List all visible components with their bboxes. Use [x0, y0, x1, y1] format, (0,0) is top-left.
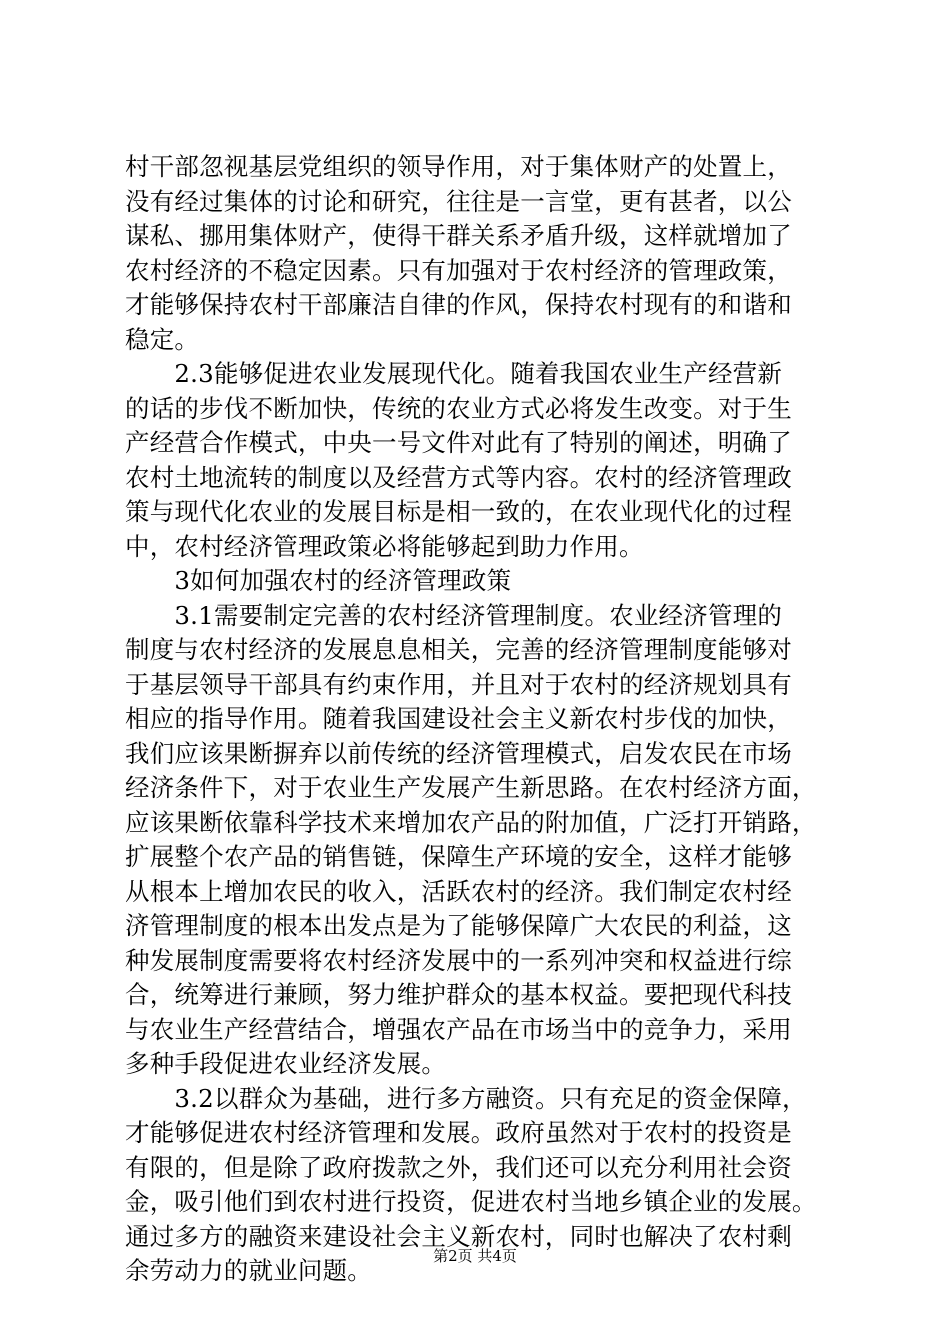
text-line: 农村经济的不稳定因素。只有加强对于农村经济的管理政策，	[125, 255, 792, 285]
text-line: 我们应该果断摒弃以前传统的经济管理模式，启发农民在市场	[125, 738, 792, 768]
text-line: 金，吸引他们到农村进行投资，促进农村当地乡镇企业的发展。	[125, 1187, 817, 1216]
text-line: 中，农村经济管理政策必将能够起到助力作用。	[125, 531, 644, 561]
text-line: 通过多方的融资来建设社会主义新农村，同时也解决了农村剩	[125, 1221, 792, 1251]
text-line: 才能够促进农村经济管理和发展。政府虽然对于农村的投资是	[125, 1118, 792, 1147]
text-line: 2.3能够促进农业发展现代化。随着我国农业生产经营新	[125, 359, 783, 388]
text-line: 与农业生产经营结合，增强农产品在市场当中的竞争力，采用	[125, 1014, 792, 1044]
text-line: 种发展制度需要将农村经济发展中的一系列冲突和权益进行综	[125, 945, 792, 975]
text-line: 才能够保持农村干部廉洁自律的作风，保持农村现有的和谐和	[125, 290, 792, 319]
text-line: 产经营合作模式，中央一号文件对此有了特别的阐述，明确了	[125, 428, 792, 457]
text-line: 合，统筹进行兼顾，努力维护群众的基本权益。要把现代科技	[125, 980, 792, 1009]
text-line: 从根本上增加农民的收入，活跃农村的经济。我们制定农村经	[125, 876, 792, 906]
page-footer: 第2页 共4页	[433, 1247, 517, 1265]
text-line: 扩展整个农产品的销售链，保障生产环境的安全，这样才能够	[125, 842, 792, 871]
text-line: 没有经过集体的讨论和研究，往往是一言堂，更有甚者，以公	[125, 186, 792, 216]
text-line: 有限的，但是除了政府拨款之外，我们还可以充分利用社会资	[125, 1152, 792, 1182]
text-line: 相应的指导作用。随着我国建设社会主义新农村步伐的加快，	[125, 704, 792, 733]
text-line: 余劳动力的就业问题。	[125, 1256, 372, 1285]
text-line: 3如何加强农村的经济管理政策	[125, 566, 512, 595]
text-line: 多种手段促进农业经济发展。	[125, 1049, 447, 1078]
text-line: 3.2以群众为基础，进行多方融资。只有充足的资金保障，	[125, 1083, 807, 1113]
body-text	[125, 150, 845, 1289]
text-line: 应该果断依靠科学技术来增加农产品的附加值，广泛打开销路，	[125, 807, 817, 837]
text-line: 谋私、挪用集体财产，使得干群关系矛盾升级，这样就增加了	[125, 221, 792, 250]
text-line: 稳定。	[125, 324, 200, 354]
text-line: 3.1需要制定完善的农村经济管理制度。农业经济管理的	[125, 600, 783, 630]
text-line: 制度与农村经济的发展息息相关，完善的经济管理制度能够对	[125, 635, 792, 664]
text-line: 于基层领导干部具有约束作用，并且对于农村的经济规划具有	[125, 669, 792, 699]
text-line: 农村土地流转的制度以及经营方式等内容。农村的经济管理政	[125, 462, 792, 492]
text-line: 经济条件下，对于农业生产发展产生新思路。在农村经济方面，	[125, 773, 817, 802]
text-line: 济管理制度的根本出发点是为了能够保障广大农民的利益，这	[125, 911, 792, 940]
text-line: 策与现代化农业的发展目标是相一致的，在农业现代化的过程	[125, 497, 792, 526]
text-line: 的话的步伐不断加快，传统的农业方式必将发生改变。对于生	[125, 393, 792, 423]
text-line: 村干部忽视基层党组织的领导作用，对于集体财产的处置上，	[125, 152, 792, 181]
